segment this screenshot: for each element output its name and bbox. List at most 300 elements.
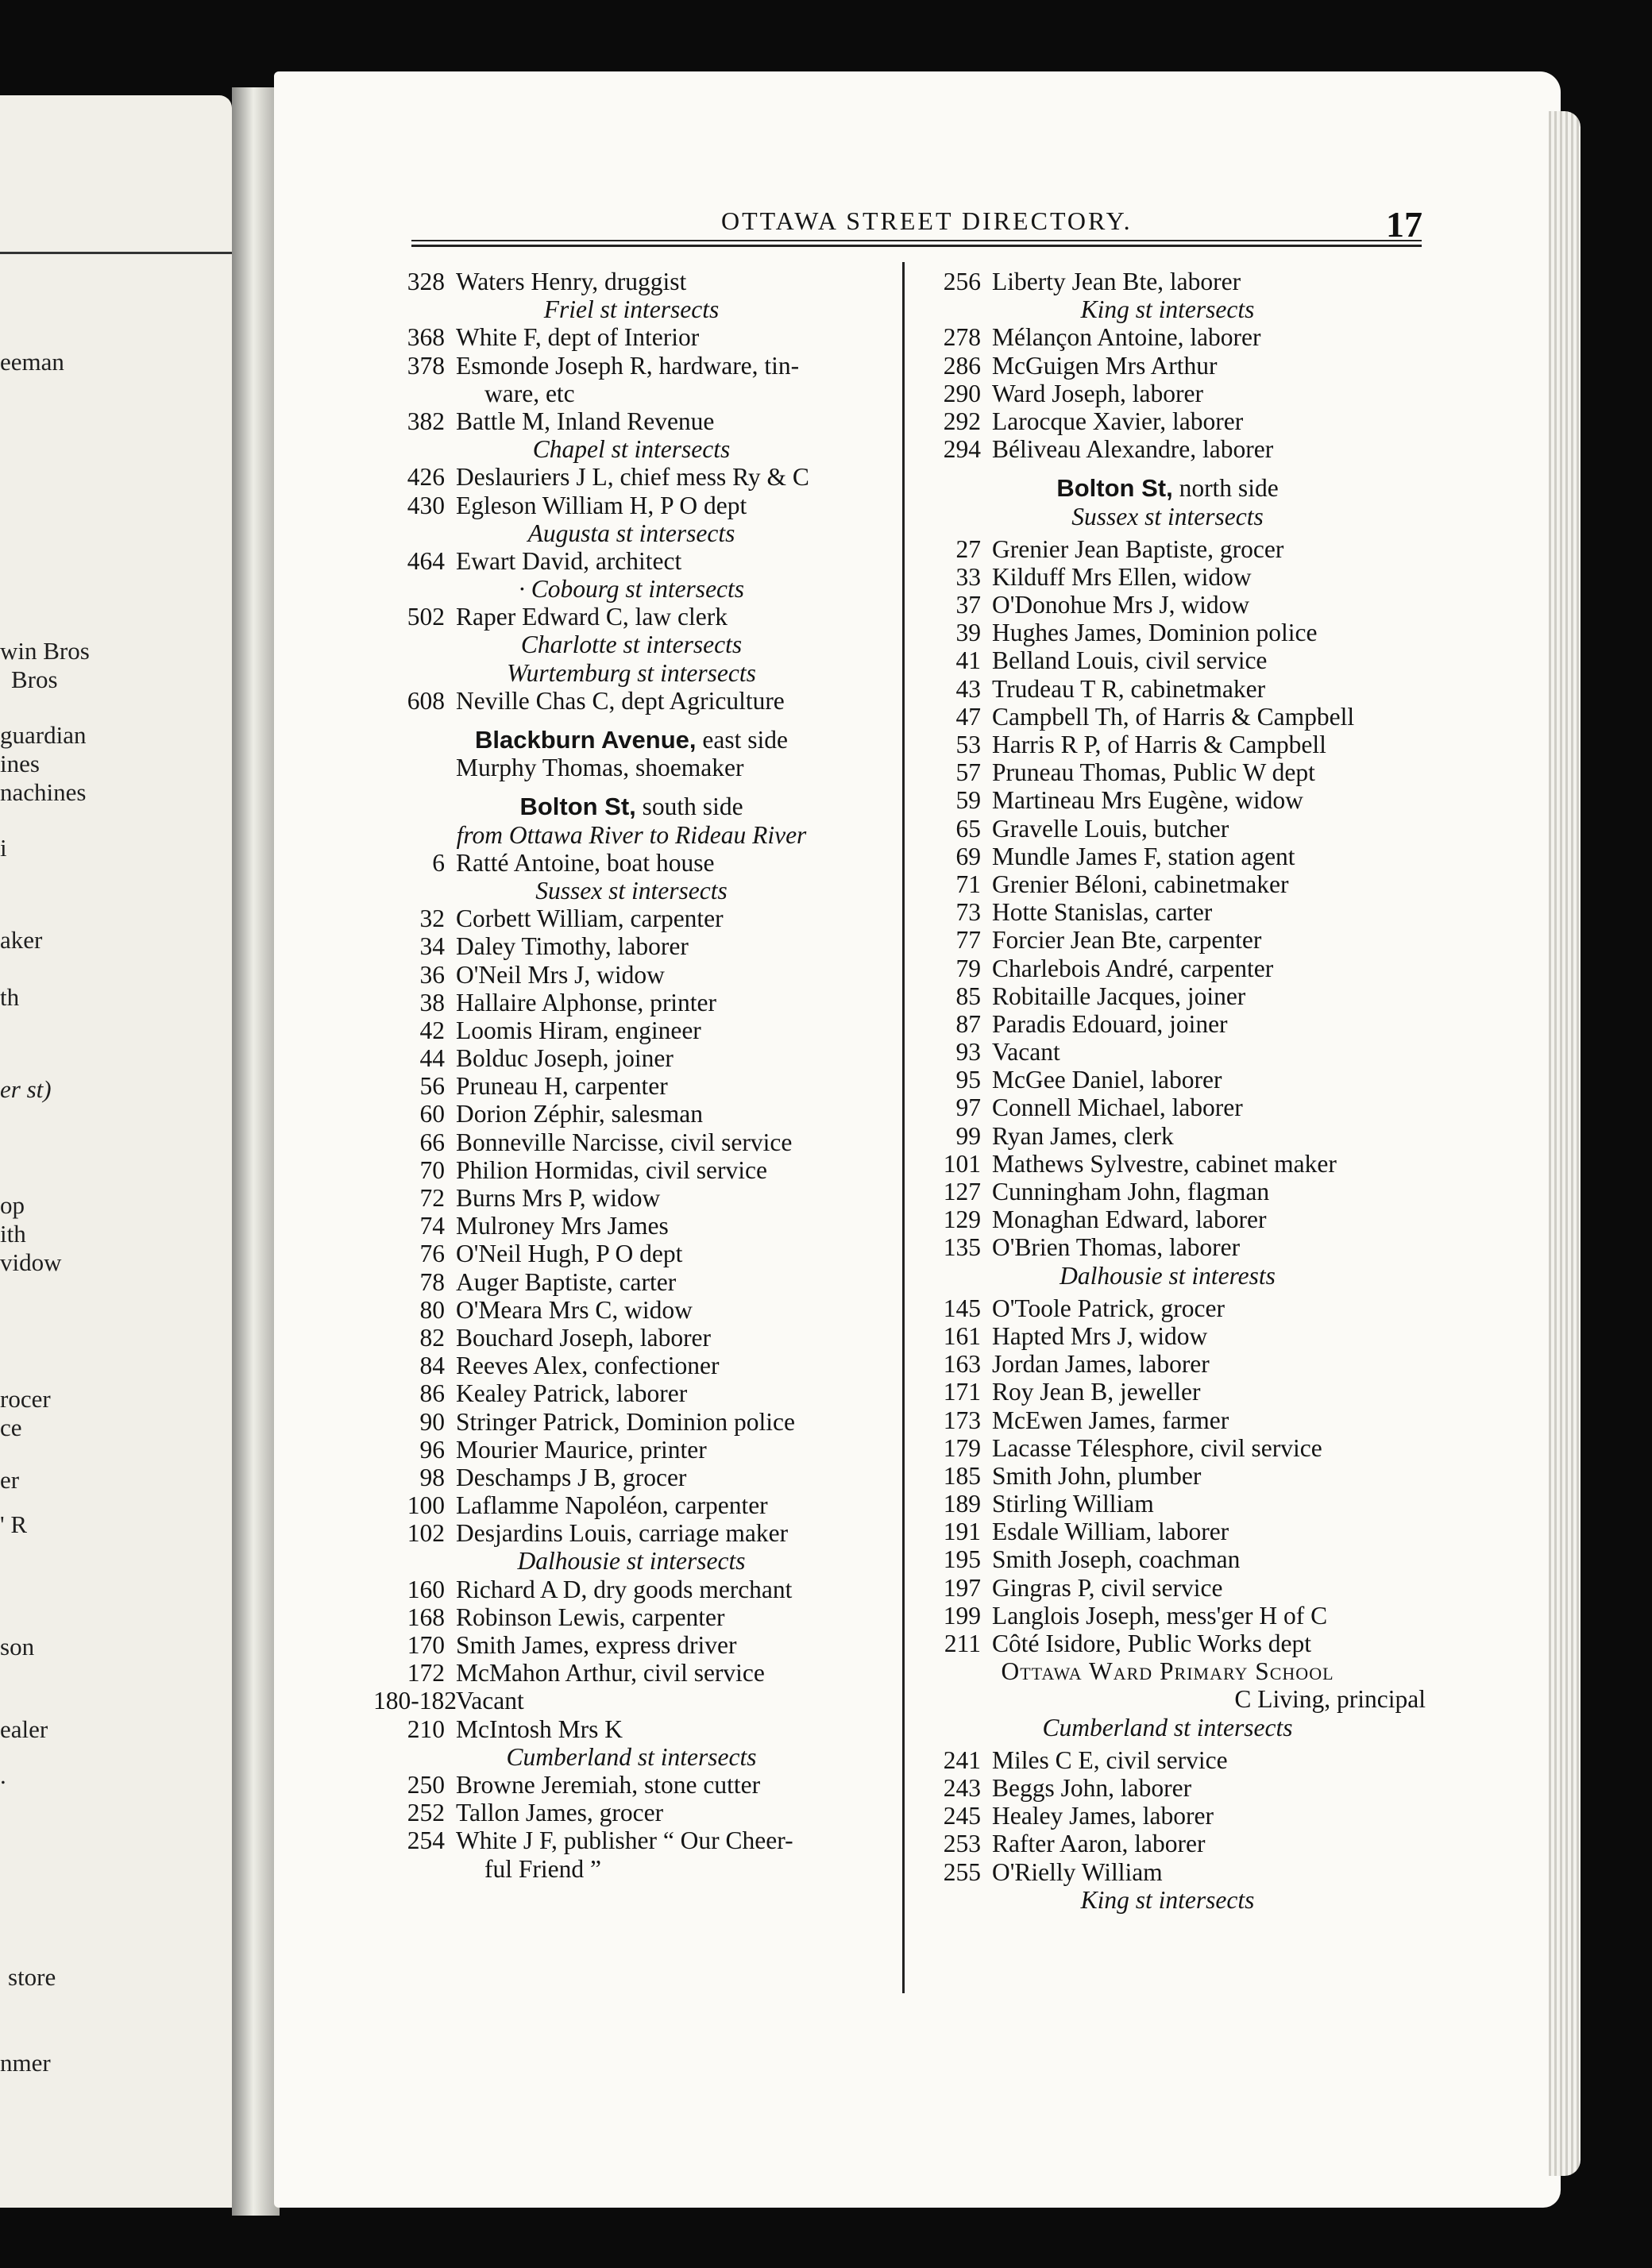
entry-number: 53	[955, 731, 981, 758]
entry-text: Pruneau H, carpenter	[456, 1072, 668, 1101]
entry-number: 245	[943, 1802, 981, 1830]
facing-page-line: guardian	[0, 721, 87, 749]
directory-entry	[909, 1574, 1426, 1602]
directory-entry	[373, 1799, 890, 1826]
entry-text: Bouchard Joseph, laborer	[456, 1323, 712, 1352]
entry-number: 163	[943, 1350, 981, 1379]
directory-entry	[373, 1715, 890, 1743]
entry-text: Cunningham John, flagman	[992, 1178, 1270, 1205]
entry-text: McGuigen Mrs Arthur	[992, 351, 1218, 380]
facing-page-line: store	[8, 1963, 56, 1991]
facing-page-line: son	[0, 1633, 35, 1660]
directory-entry	[909, 1066, 1426, 1094]
directory-entry	[909, 1802, 1426, 1830]
entry-number: 250	[407, 1770, 445, 1799]
directory-entry	[909, 1038, 1426, 1066]
entry-text: Roy Jean B, jeweller	[992, 1378, 1201, 1406]
entry-number: 96	[419, 1435, 445, 1464]
intersects-line: Cumberland st intersects	[506, 1742, 757, 1771]
directory-entry: Murphy Thomas, shoemaker	[456, 754, 744, 782]
entry-number: 65	[955, 814, 981, 843]
directory-entry	[373, 1128, 890, 1156]
directory-column-right	[909, 268, 1426, 1914]
entry-number: 199	[943, 1601, 981, 1630]
entry-text: Stringer Patrick, Dominion police	[456, 1407, 795, 1436]
street-heading	[373, 726, 890, 754]
entry-number: 290	[943, 379, 981, 407]
entry-text: Miles C E, civil service	[992, 1745, 1228, 1774]
entry-number: 294	[943, 435, 981, 464]
entry-number: 34	[419, 932, 445, 961]
directory-entry	[373, 1044, 890, 1072]
facing-page-line: ' R	[0, 1510, 28, 1538]
facing-page-line: vidow	[0, 1248, 62, 1276]
entry-number: 74	[419, 1212, 445, 1240]
directory-entry	[909, 1774, 1426, 1802]
directory-entry	[373, 603, 890, 631]
intersects-line: from Ottawa River to Rideau River	[456, 820, 807, 849]
directory-entry	[909, 619, 1426, 646]
entry-number: 70	[419, 1155, 445, 1184]
entry-text: Monaghan Edward, laborer	[992, 1205, 1267, 1234]
header-rule	[411, 240, 1422, 241]
directory-entry	[373, 1771, 890, 1799]
entry-number: 189	[943, 1490, 981, 1518]
entry-text: Desjardins Louis, carriage maker	[456, 1519, 789, 1548]
entry-text: Mourier Maurice, printer	[456, 1435, 707, 1464]
entry-text: Dorion Zéphir, salesman	[456, 1100, 704, 1128]
entry-number: 180-182	[373, 1687, 457, 1715]
facing-page-line: i	[0, 834, 7, 862]
directory-entry	[909, 926, 1426, 954]
directory-entry	[909, 1294, 1426, 1322]
directory-entry	[373, 1240, 890, 1267]
directory-entry	[909, 380, 1426, 407]
directory-entry	[909, 1233, 1426, 1261]
entry-text: Tallon James, grocer	[456, 1799, 664, 1827]
entry-text: Trudeau T R, cabinetmaker	[992, 674, 1266, 703]
entry-text: O'Neil Hugh, P O dept	[456, 1240, 683, 1268]
entry-text: Robinson Lewis, carpenter	[456, 1603, 725, 1631]
entry-text: O'Toole Patrick, grocer	[992, 1294, 1225, 1322]
school-principal: C Living, principal	[1234, 1685, 1426, 1714]
directory-entry	[373, 849, 890, 877]
directory-entry	[373, 1603, 890, 1631]
entry-text: Jordan James, laborer	[992, 1350, 1210, 1379]
directory-entry	[909, 1434, 1426, 1462]
directory-entry	[373, 547, 890, 575]
entry-text: Philion Hormidas, civil service	[456, 1155, 767, 1184]
directory-entry	[909, 646, 1426, 674]
facing-page-rule	[0, 252, 232, 254]
directory-entry	[373, 1491, 890, 1519]
entry-number: 39	[955, 619, 981, 647]
entry-text: Egleson William H, P O dept	[456, 491, 747, 519]
entry-text: Richard A D, dry goods merchant	[456, 1575, 793, 1603]
directory-entry	[373, 1016, 890, 1044]
directory-entry	[373, 1100, 890, 1128]
entry-number: 99	[955, 1121, 981, 1150]
intersects-line: Chapel st intersects	[532, 435, 731, 464]
entry-number: 252	[407, 1799, 445, 1827]
entry-number	[373, 1855, 456, 1883]
entry-text: Kealey Patrick, laborer	[456, 1379, 688, 1408]
directory-entry	[909, 1406, 1426, 1434]
entry-text: Grenier Jean Baptiste, grocer	[992, 534, 1284, 563]
entry-text: Martineau Mrs Eugène, widow	[992, 786, 1303, 815]
entry-text: McMahon Arthur, civil service	[456, 1659, 765, 1688]
intersects-line: Cumberland st intersects	[1042, 1713, 1293, 1742]
directory-entry	[373, 989, 890, 1016]
entry-text: Gravelle Louis, butcher	[992, 814, 1229, 843]
directory-entry	[373, 1184, 890, 1212]
directory-entry	[373, 1576, 890, 1603]
entry-number: 160	[407, 1575, 445, 1603]
facing-page-line: Bros	[11, 665, 58, 693]
directory-entry	[373, 352, 890, 380]
directory-entry	[909, 1858, 1426, 1886]
directory-entry	[373, 687, 890, 715]
entry-text: White J F, publisher “ Our Cheer-	[456, 1826, 793, 1855]
entry-text: Hallaire Alphonse, printer	[456, 988, 717, 1016]
directory-entry	[373, 932, 890, 960]
entry-number: 135	[943, 1233, 981, 1262]
entry-text: Corbett William, carpenter	[456, 904, 724, 933]
directory-entry	[373, 407, 890, 435]
entry-number: 253	[943, 1830, 981, 1858]
entry-number: 36	[419, 960, 445, 989]
entry-text: Mélançon Antoine, laborer	[992, 323, 1261, 352]
entry-text: Auger Baptiste, carter	[456, 1267, 677, 1296]
column-divider	[902, 262, 905, 1993]
directory-entry	[909, 703, 1426, 731]
directory-entry	[909, 1094, 1426, 1121]
page-edges	[1549, 111, 1581, 2176]
spacer	[373, 715, 890, 726]
entry-text: O'Rielly William	[992, 1857, 1163, 1886]
directory-entry	[909, 1010, 1426, 1038]
entry-number: 161	[943, 1321, 981, 1350]
entry-text: Hughes James, Dominion police	[992, 619, 1318, 647]
entry-number: 33	[955, 562, 981, 591]
entry-text: Côté Isidore, Public Works dept	[992, 1630, 1311, 1657]
entry-text: Bolduc Joseph, joiner	[456, 1044, 674, 1073]
entry-number: 90	[419, 1407, 445, 1436]
entry-text: Vacant	[992, 1038, 1060, 1066]
entry-text: Smith John, plumber	[992, 1461, 1202, 1490]
directory-entry	[373, 1687, 890, 1714]
directory-column-left	[373, 268, 890, 1883]
directory-entry	[909, 1205, 1426, 1233]
entry-number: 66	[419, 1128, 445, 1156]
entry-number: 60	[419, 1100, 445, 1128]
entry-number: 430	[407, 491, 445, 519]
entry-text: Hapted Mrs J, widow	[992, 1321, 1208, 1350]
intersects-line: King st intersects	[1080, 1885, 1255, 1914]
entry-number: 43	[955, 674, 981, 703]
street-side: north side	[1172, 474, 1279, 503]
entry-text: Rafter Aaron, laborer	[992, 1830, 1206, 1858]
directory-entry	[909, 407, 1426, 435]
entry-number: 191	[943, 1518, 981, 1546]
entry-number: 100	[407, 1491, 445, 1520]
directory-entry	[909, 1378, 1426, 1406]
street-side: east side	[696, 726, 788, 754]
entry-number: 44	[419, 1044, 445, 1073]
directory-entry	[909, 1122, 1426, 1150]
facing-page-line: aker	[0, 926, 43, 954]
entry-text: ware, etc	[484, 379, 575, 407]
intersects-line: Sussex st intersects	[1071, 502, 1264, 530]
directory-entry	[909, 535, 1426, 563]
intersects-line: Dalhousie st interests	[1060, 1261, 1276, 1290]
directory-entry	[373, 1156, 890, 1184]
entry-text: Langlois Joseph, mess'ger H of C	[992, 1601, 1328, 1630]
entry-text: Raper Edward C, law clerk	[456, 603, 728, 631]
facing-page-line: ines	[0, 750, 40, 777]
entry-number: 292	[943, 407, 981, 435]
facing-page-line: er st)	[0, 1075, 52, 1103]
entry-text: Forcier Jean Bte, carpenter	[992, 926, 1262, 955]
entry-number: 41	[955, 646, 981, 675]
entry-text: Deschamps J B, grocer	[456, 1463, 687, 1491]
directory-entry	[909, 591, 1426, 619]
book-gutter	[232, 87, 280, 2216]
directory-entry	[909, 758, 1426, 786]
directory-entry	[909, 1462, 1426, 1490]
entry-text: Mathews Sylvestre, cabinet maker	[992, 1149, 1337, 1178]
entry-number: 172	[407, 1659, 445, 1688]
entry-text: Pruneau Thomas, Public W dept	[992, 758, 1315, 787]
entry-number: 170	[407, 1631, 445, 1659]
entry-number: 78	[419, 1267, 445, 1296]
directory-entry	[373, 1072, 890, 1100]
facing-page-line: er	[0, 1466, 20, 1494]
facing-page-line: nmer	[0, 2049, 51, 2077]
directory-entry	[909, 1518, 1426, 1545]
intersects-line: Dalhousie st intersects	[517, 1547, 746, 1576]
directory-entry	[909, 1602, 1426, 1630]
entry-number: 56	[419, 1072, 445, 1101]
entry-continuation	[373, 380, 890, 407]
intersects-line: Sussex st intersects	[535, 876, 728, 904]
entry-number: 197	[943, 1573, 981, 1602]
entry-number: 145	[943, 1294, 981, 1322]
intersects-line: Charlotte st intersects	[520, 631, 743, 659]
entry-number: 255	[943, 1857, 981, 1886]
entry-text: Charlebois André, carpenter	[992, 954, 1274, 982]
entry-text: Mundle James F, station agent	[992, 842, 1295, 870]
entry-text: Hotte Stanislas, carter	[992, 898, 1213, 927]
entry-number: 368	[407, 323, 445, 352]
entry-number: 42	[419, 1016, 445, 1044]
entry-number: 256	[943, 268, 981, 295]
directory-entry	[373, 1324, 890, 1352]
entry-text: Laflamme Napoléon, carpenter	[456, 1491, 768, 1520]
directory-entry	[373, 904, 890, 932]
entry-text: Gingras P, civil service	[992, 1573, 1223, 1602]
entry-number: 87	[955, 1009, 981, 1038]
street-name: Bolton St,	[519, 793, 636, 821]
entry-text: Browne Jeremiah, stone cutter	[456, 1770, 761, 1799]
entry-text: Connell Michael, laborer	[992, 1094, 1243, 1122]
entry-number: 173	[943, 1406, 981, 1434]
entry-number: 378	[407, 351, 445, 380]
entry-number: 127	[943, 1178, 981, 1205]
entry-text: Smith James, express driver	[456, 1631, 737, 1659]
entry-number: 278	[943, 323, 981, 352]
entry-number: 38	[419, 988, 445, 1016]
directory-entry	[909, 1178, 1426, 1205]
street-name: Bolton St,	[1056, 474, 1173, 503]
entry-text: Belland Louis, civil service	[992, 646, 1268, 675]
intersects-line: · Cobourg st intersects	[518, 575, 745, 604]
entry-number: 185	[943, 1461, 981, 1490]
entry-number: 195	[943, 1545, 981, 1574]
entry-continuation	[373, 1855, 890, 1883]
entry-number: 179	[943, 1433, 981, 1462]
entry-number: 37	[955, 591, 981, 619]
directory-entry	[373, 961, 890, 989]
intersects-line: Friel st intersects	[543, 295, 720, 324]
directory-entry	[373, 1826, 890, 1854]
facing-page-line: win Bros	[0, 637, 90, 665]
street-heading	[909, 474, 1426, 502]
entry-number: 27	[955, 534, 981, 563]
entry-number: 47	[955, 702, 981, 731]
entry-text: Esmonde Joseph R, hardware, tin-	[456, 351, 800, 380]
entry-text: O'Brien Thomas, laborer	[992, 1233, 1241, 1262]
entry-text: Campbell Th, of Harris & Campbell	[992, 702, 1355, 731]
entry-text: Kilduff Mrs Ellen, widow	[992, 562, 1252, 591]
entry-number: 608	[407, 686, 445, 715]
directory-entry	[373, 1352, 890, 1379]
entry-number: 93	[955, 1038, 981, 1066]
entry-number: 82	[419, 1323, 445, 1352]
entry-text: Reeves Alex, confectioner	[456, 1352, 720, 1380]
directory-entry	[909, 898, 1426, 926]
spacer	[373, 781, 890, 793]
school-name: Ottawa Ward Primary School	[1001, 1657, 1334, 1686]
entry-number: 6	[432, 848, 445, 877]
entry-number: 77	[955, 926, 981, 955]
directory-entry	[909, 955, 1426, 982]
entry-number: 464	[407, 546, 445, 575]
entry-text: Waters Henry, druggist	[456, 268, 687, 295]
entry-text: O'Neil Mrs J, widow	[456, 960, 665, 989]
directory-entry	[909, 843, 1426, 870]
directory-entry	[373, 1408, 890, 1436]
directory-entry	[373, 323, 890, 351]
entry-number: 171	[943, 1378, 981, 1406]
entry-number: 102	[407, 1519, 445, 1548]
entry-text: White F, dept of Interior	[456, 323, 700, 352]
directory-entry	[373, 1268, 890, 1296]
directory-entry	[909, 1350, 1426, 1378]
entry-text: Mulroney Mrs James	[456, 1212, 669, 1240]
street-side: south side	[635, 793, 743, 821]
facing-page-line: rocer	[0, 1385, 51, 1413]
entry-text: Paradis Edouard, joiner	[992, 1009, 1228, 1038]
entry-text: Loomis Hiram, engineer	[456, 1016, 701, 1044]
directory-entry	[909, 323, 1426, 351]
facing-page-line: eeman	[0, 348, 64, 376]
entry-text: Ryan James, clerk	[992, 1121, 1174, 1150]
directory-entry	[373, 1631, 890, 1659]
directory-entry	[373, 1519, 890, 1547]
entry-text: Béliveau Alexandre, laborer	[992, 435, 1274, 464]
entry-text: Lacasse Télesphore, civil service	[992, 1433, 1322, 1462]
entry-number: 59	[955, 786, 981, 815]
entry-text: McEwen James, farmer	[992, 1406, 1229, 1434]
entry-number: 101	[943, 1149, 981, 1178]
directory-entry	[373, 463, 890, 491]
entry-text: Burns Mrs P, widow	[456, 1184, 661, 1212]
entry-text: Smith Joseph, coachman	[992, 1545, 1241, 1574]
entry-number: 32	[419, 904, 445, 933]
entry-text: Battle M, Inland Revenue	[456, 407, 715, 435]
entry-number: 254	[407, 1826, 445, 1855]
entry-number: 328	[407, 268, 445, 295]
entry-text: Liberty Jean Bte, laborer	[992, 268, 1241, 295]
entry-text: Beggs John, laborer	[992, 1773, 1192, 1802]
page-title: OTTAWA STREET DIRECTORY.	[721, 206, 1133, 235]
entry-number: 426	[407, 463, 445, 492]
intersects-line: King st intersects	[1080, 295, 1255, 324]
street-name: Blackburn Avenue,	[475, 726, 697, 754]
directory-entry	[909, 1630, 1426, 1657]
entry-text: Bonneville Narcisse, civil service	[456, 1128, 793, 1156]
entry-text: Esdale William, laborer	[992, 1518, 1229, 1546]
entry-number: 86	[419, 1379, 445, 1408]
entry-number: 76	[419, 1240, 445, 1268]
entry-number: 241	[943, 1745, 981, 1774]
facing-page-line: nachines	[0, 778, 87, 806]
entry-text: McIntosh Mrs K	[456, 1714, 623, 1743]
entry-text: Ratté Antoine, boat house	[456, 848, 715, 877]
directory-entry	[373, 1436, 890, 1464]
facing-page-line: op	[0, 1191, 25, 1219]
entry-text: O'Meara Mrs C, widow	[456, 1295, 693, 1324]
directory-entry	[909, 435, 1426, 463]
directory-entry	[909, 268, 1426, 295]
entry-number: 129	[943, 1205, 981, 1234]
entry-number	[373, 380, 456, 407]
entry-number: 502	[407, 603, 445, 631]
directory-entry	[909, 982, 1426, 1010]
entry-number: 210	[407, 1714, 445, 1743]
entry-number: 73	[955, 898, 981, 927]
page-number: 17	[1386, 204, 1422, 245]
facing-page-line: .	[0, 1761, 6, 1789]
directory-entry	[909, 870, 1426, 898]
entry-number: 69	[955, 842, 981, 870]
intersects-line: Wurtemburg st intersects	[507, 658, 756, 687]
entry-number: 95	[955, 1066, 981, 1094]
entry-text: Larocque Xavier, laborer	[992, 407, 1244, 435]
entry-number: 72	[419, 1184, 445, 1212]
facing-page-line: ce	[0, 1414, 22, 1441]
header-rule	[411, 245, 1422, 247]
directory-entry	[909, 675, 1426, 703]
directory-entry	[373, 1212, 890, 1240]
directory-entry	[373, 1464, 890, 1491]
entry-number: 211	[944, 1630, 981, 1657]
entry-number: 97	[955, 1094, 981, 1122]
entry-number: 168	[407, 1603, 445, 1631]
entry-number: 85	[955, 982, 981, 1010]
entry-number: 286	[943, 351, 981, 380]
